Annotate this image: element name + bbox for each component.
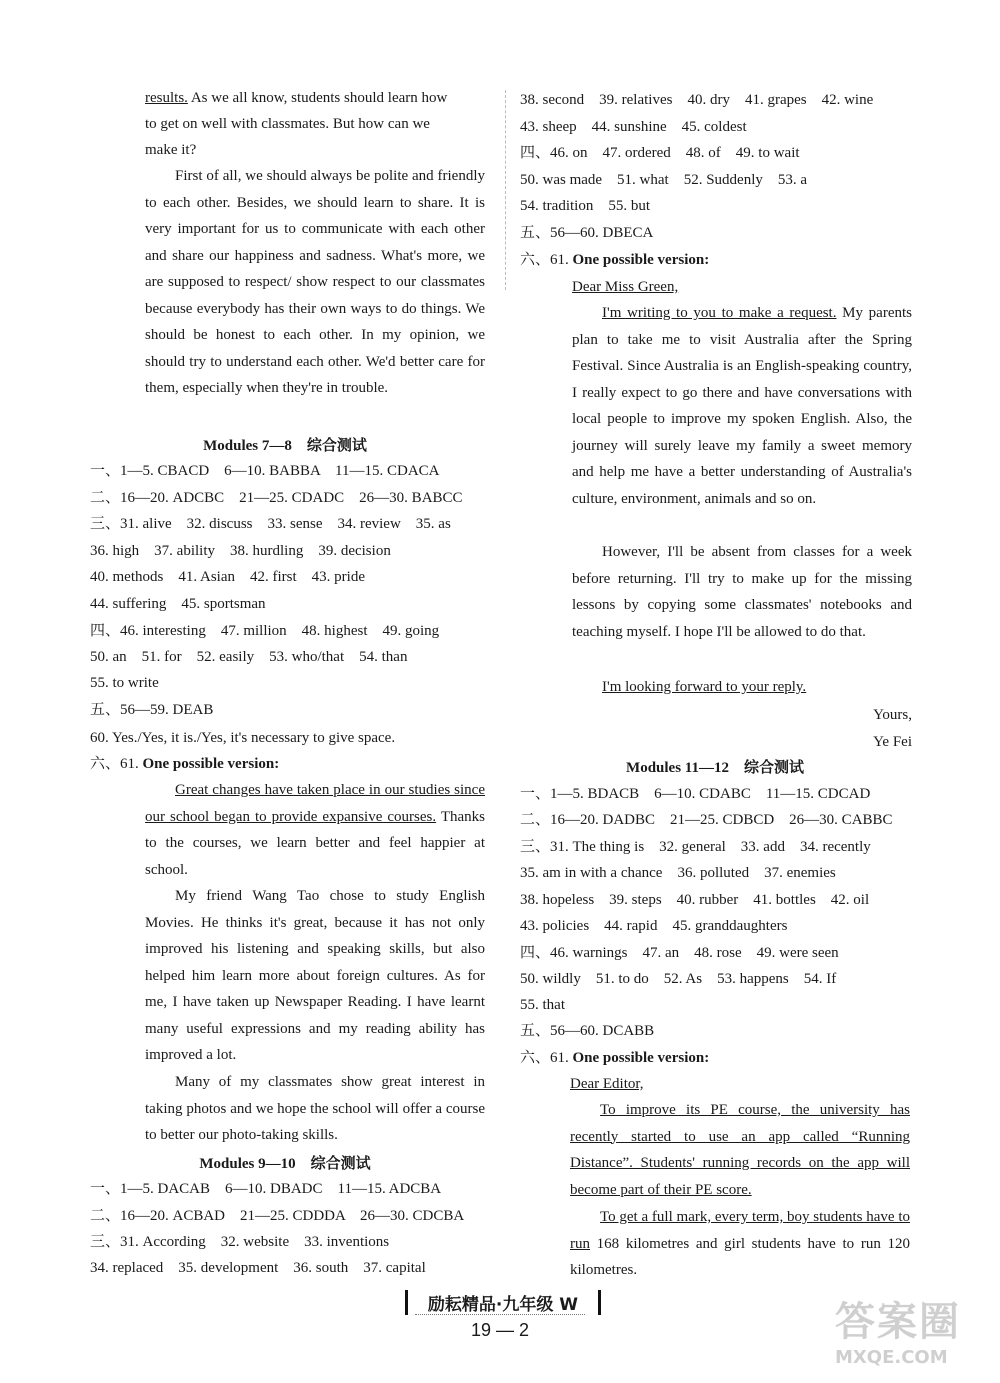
- answer-line: 四、46. interesting 47. million 48. highest 49. going: [90, 623, 440, 639]
- answer-line: 50. an 51. for 52. easily 53. who/that 54. than: [90, 649, 408, 665]
- editor-para2: [570, 1204, 910, 1284]
- answer-line: 55. to write: [90, 675, 159, 691]
- section-title-modules-7-8: Modules 7—8 综合测试: [203, 438, 367, 454]
- essay-prev-line3: make it?: [145, 142, 197, 158]
- text: As we all know, students should learn how: [187, 90, 448, 106]
- essay-label-text: One possible version:: [572, 252, 710, 268]
- letter-sign-name: Ye Fei: [873, 734, 912, 750]
- watermark-url: MXQE.COM: [835, 1347, 948, 1368]
- answer-line: 36. high 37. ability 38. hurdling 39. decision: [90, 543, 391, 559]
- letter-para2: However, I'll be absent from classes for a week before returning. I'll try to make up for the missing lessons by copying some classmates' notebooks and teaching myself. I hope I'll be allowed to do that.: [572, 544, 912, 640]
- answer-line: 二、16—20. DADBC 21—25. CDBCD 26—30. CABBC: [520, 812, 893, 828]
- answer-line: 50. was made 51. what 52. Suddenly 53. a: [520, 172, 808, 188]
- footer-brand: 励耘精品·九年级 W: [405, 1290, 601, 1315]
- answer-line: 54. tradition 55. but: [520, 198, 650, 214]
- essay-para1: [145, 777, 485, 883]
- text: My parents plan to take me to visit Australia after the Spring Festival. Since Australia is an English-speaking country, I really expect to go there and have conversations with local people to improve my spoken English. Also, the journey will surely leave my family a sweet memory and help me have a better understanding of Australia's culture, environment, animals and so on.: [572, 305, 912, 507]
- letter-closing: I'm looking forward to your reply.: [602, 679, 807, 695]
- answer-line: 三、31. The thing is 32. general 33. add 34. recently: [520, 839, 871, 855]
- underlined-text: I'm writing to you to make a request.: [602, 305, 837, 321]
- underlined-text: To get a full mark, every term, boy students have to run: [570, 1209, 910, 1252]
- answer-line: 38. second 39. relatives 40. dry 41. grapes 42. wine: [520, 92, 874, 108]
- column-divider: [505, 90, 506, 290]
- essay-label-text: One possible version:: [572, 1050, 710, 1066]
- footer-divider: [415, 1314, 585, 1315]
- editor-para1: [570, 1097, 910, 1203]
- answer-line: 五、56—60. DCABB: [520, 1023, 655, 1039]
- answer-line: 四、46. on 47. ordered 48. of 49. to wait: [520, 145, 800, 161]
- answer-line: 三、31. alive 32. discuss 33. sense 34. review 35. as: [90, 516, 451, 532]
- underlined-text: To improve its PE course, the university has recently started to use an app called “Running Distance”. Students' running records on the app will become part of their PE score.: [570, 1102, 910, 1198]
- answer-line: 一、1—5. BDACB 6—10. CDABC 11—15. CDCAD: [520, 786, 871, 802]
- letter-para1: [572, 300, 912, 512]
- text: Thanks to the courses, we learn better and feel happier at school.: [145, 808, 485, 878]
- answer-line: 40. methods 41. Asian 42. first 43. pride: [90, 569, 365, 585]
- watermark-logo: [835, 1290, 1000, 1383]
- essay-prev-line2: to get on well with classmates. But how can we: [145, 116, 430, 132]
- answer-line: 一、1—5. CBACD 6—10. BABBA 11—15. CDACA: [90, 463, 440, 479]
- answer-line: 一、1—5. DACAB 6—10. DBADC 11—15. ADCBA: [90, 1181, 442, 1197]
- answer-line: 二、16—20. ADCBC 21—25. CDADC 26—30. BABCC: [90, 490, 463, 506]
- answer-line: 二、16—20. ACBAD 21—25. CDDDA 26—30. CDCBA: [90, 1208, 465, 1224]
- text: 168 kilometres and girl students have to run 120 kilometres.: [570, 1235, 910, 1278]
- answer-line: 43. policies 44. rapid 45. granddaughters: [520, 918, 788, 934]
- essay-para3: Many of my classmates show great interest in taking photos and we hope the school will offer a course to better our photo-taking skills.: [145, 1074, 485, 1143]
- essay-prev-para2: First of all, we should always be polite and friendly to each other. Besides, we should learn to share. It is very important for us to communicate with each other and share our happiness and sadness. What's more, we are supposed to respect/ show respect to our classmates because everybody has their own ways to do things. We should be honest to each other. In my opinion, we should try to understand each other. We'd better care for them, especially when they're in trouble.: [145, 168, 485, 396]
- answer-line: 55. that: [520, 997, 565, 1013]
- essay-number: 六、61.: [90, 756, 143, 772]
- answer-line: 43. sheep 44. sunshine 45. coldest: [520, 119, 747, 135]
- page-number: 19 — 2: [470, 1320, 530, 1340]
- watermark-text: 答案圈: [835, 1299, 961, 1345]
- underlined-text: Great changes have taken place in our studies since our school began to provide expansive courses.: [145, 782, 485, 825]
- answer-line: 34. replaced 35. development 36. south 37. capital: [90, 1260, 426, 1276]
- answer-line: 五、56—60. DBECA: [520, 225, 654, 241]
- essay-para2: My friend Wang Tao chose to study English Movies. He thinks it's great, because it has not only improved his listening and speaking skills, but also helped him learn more about foreign cultures. As for me, I have taken up Newspaper Reading. I have learnt many useful expressions and my reading ability has improved a lot.: [145, 888, 485, 1063]
- essay-label: [520, 250, 709, 270]
- essay-label-text: One possible version:: [142, 756, 280, 772]
- answer-line: 四、46. warnings 47. an 48. rose 49. were seen: [520, 945, 839, 961]
- essay-label: [90, 754, 279, 774]
- section-title-modules-9-10: Modules 9—10 综合测试: [199, 1156, 371, 1172]
- answer-line: 44. suffering 45. sportsman: [90, 596, 266, 612]
- letter-sign-yours: Yours,: [873, 707, 912, 723]
- answer-line: 60. Yes./Yes, it is./Yes, it's necessary to give space.: [90, 730, 396, 746]
- essay-prev-line1: [145, 88, 447, 108]
- answer-line: 38. hopeless 39. steps 40. rubber 41. bottles 42. oil: [520, 892, 870, 908]
- essay-number: 六、61.: [520, 252, 573, 268]
- answer-line: 50. wildly 51. to do 52. As 53. happens 54. If: [520, 971, 837, 987]
- section-title-modules-11-12: Modules 11—12 综合测试: [626, 760, 804, 776]
- answer-line: 35. am in with a chance 36. polluted 37. enemies: [520, 865, 836, 881]
- letter-salutation: Dear Miss Green,: [572, 279, 679, 295]
- underlined-text: results.: [145, 90, 188, 106]
- essay-label: [520, 1048, 709, 1068]
- answer-line: 三、31. According 32. website 33. inventions: [90, 1234, 390, 1250]
- essay-number: 六、61.: [520, 1050, 573, 1066]
- answer-line: 五、56—59. DEAB: [90, 702, 214, 718]
- letter-salutation: Dear Editor,: [570, 1076, 644, 1092]
